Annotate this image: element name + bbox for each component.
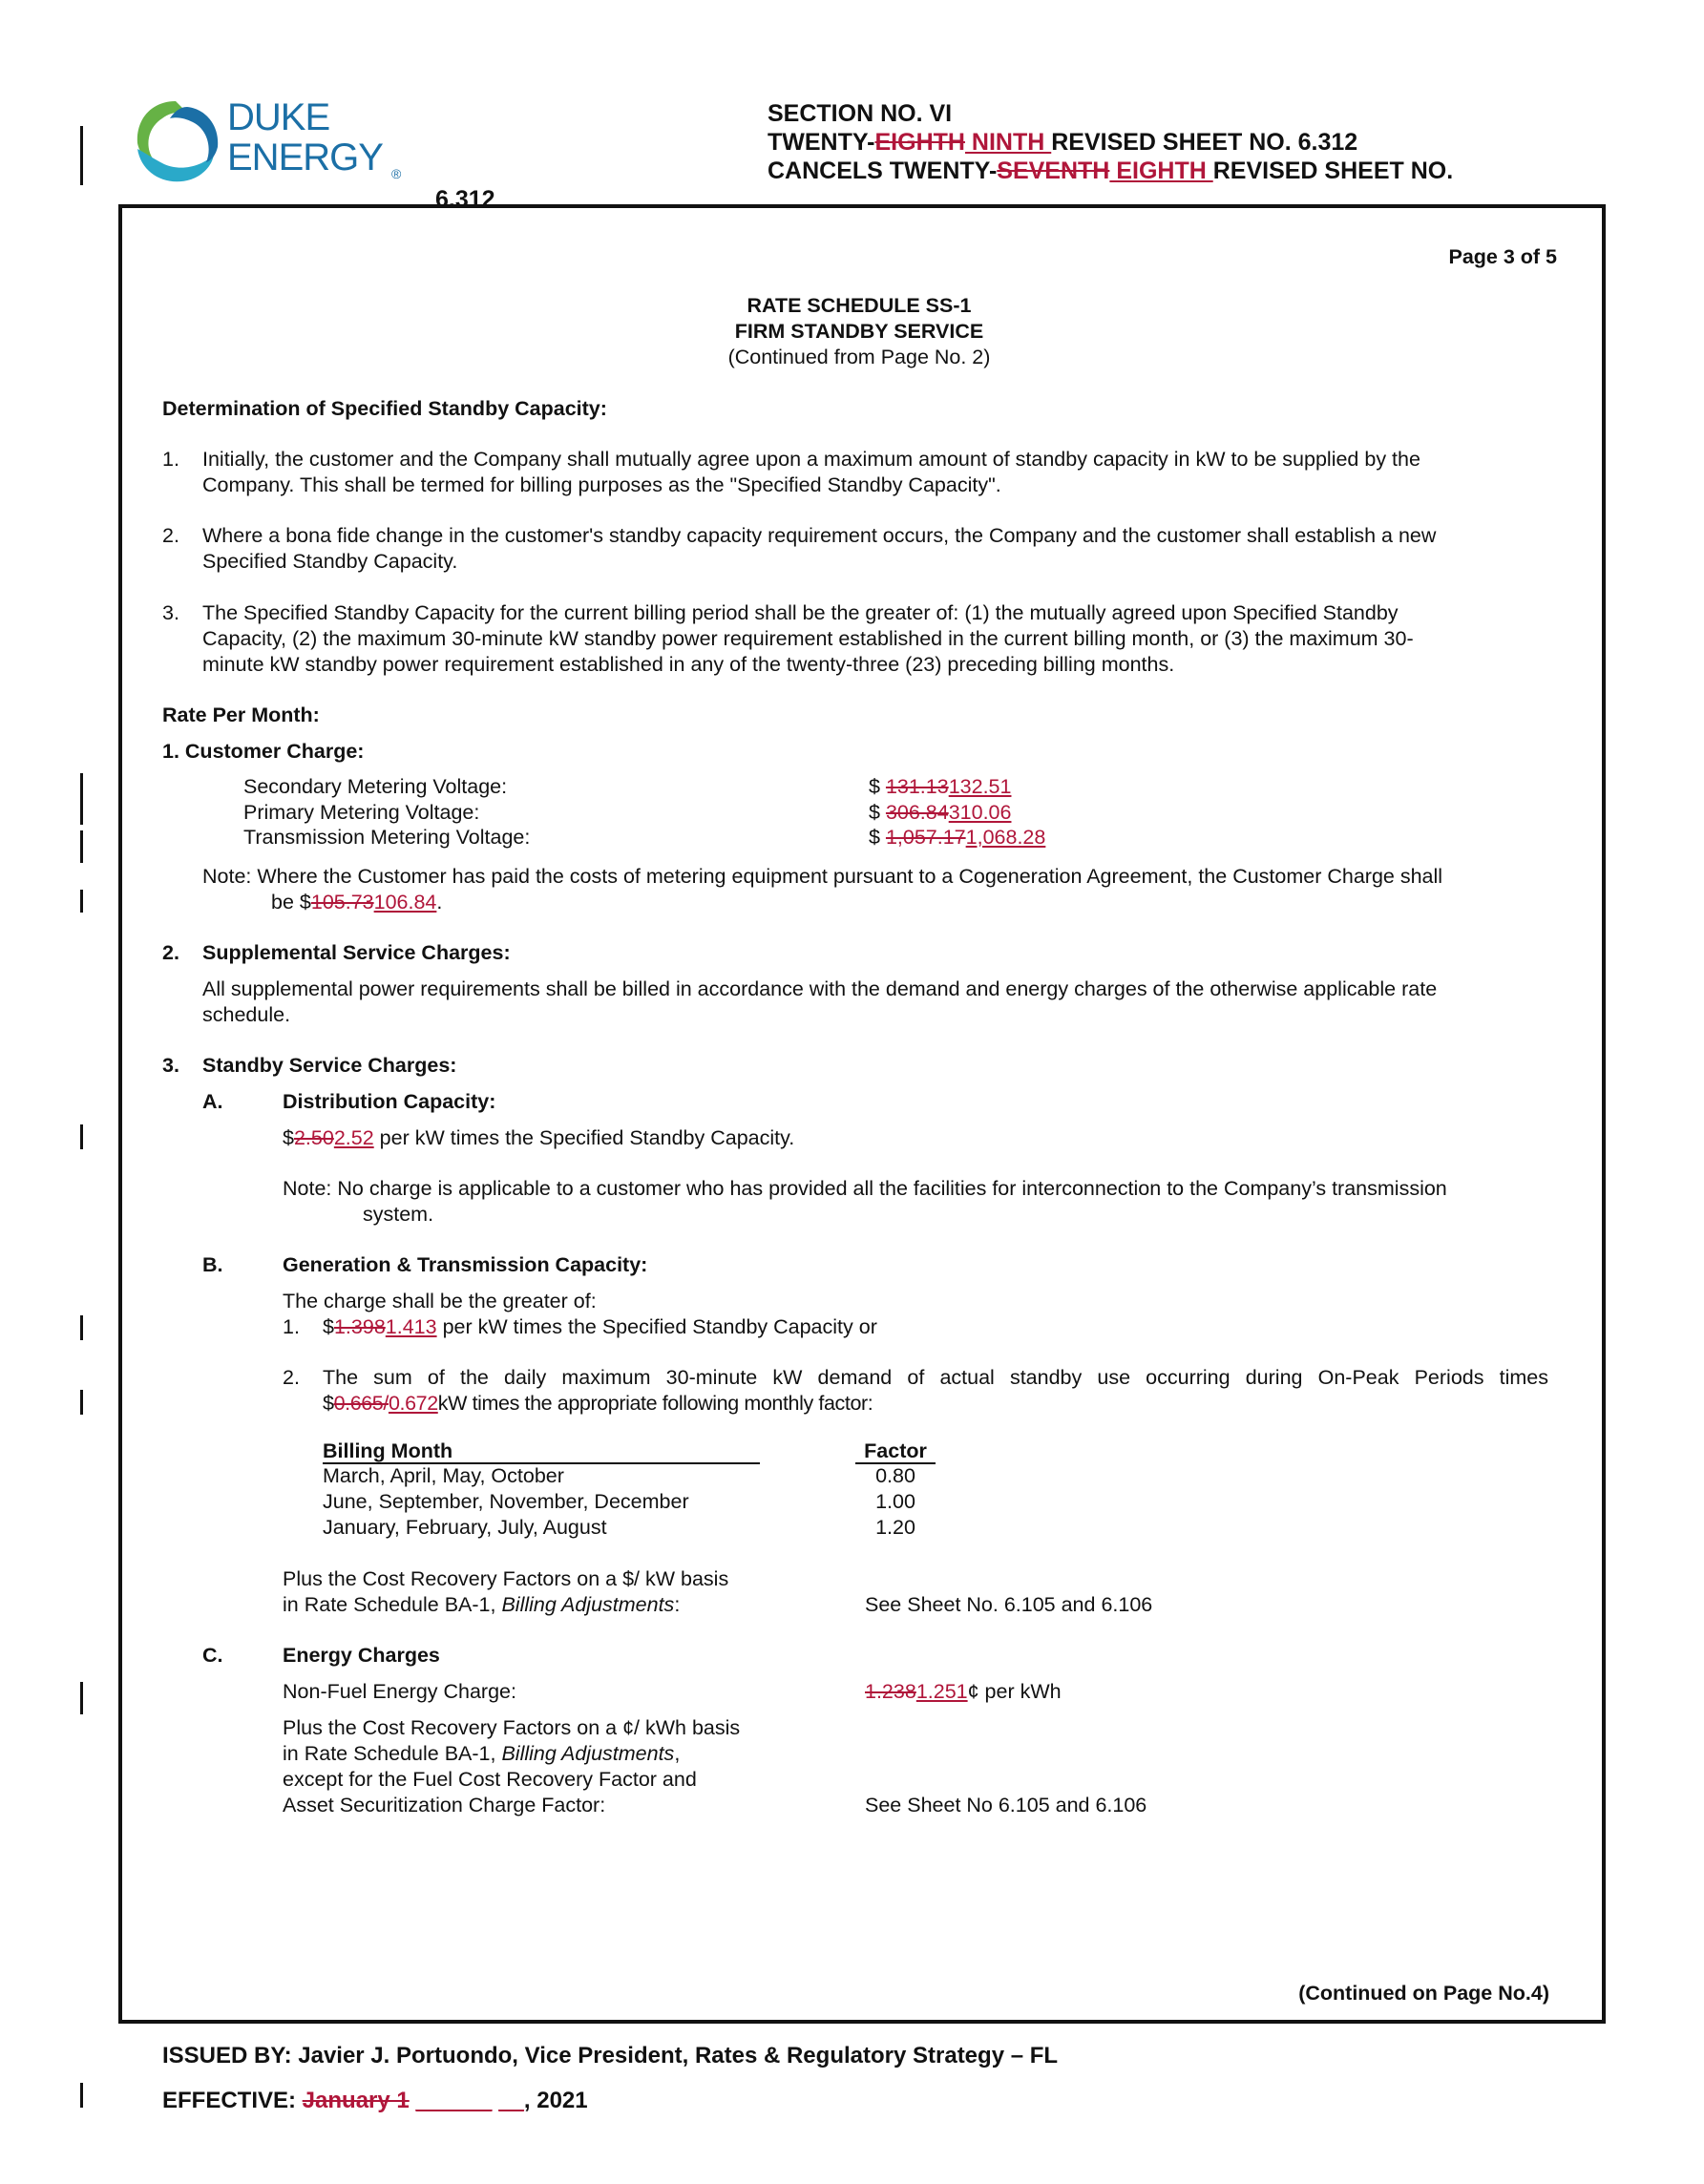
section-b-plus-line2 — [283, 1592, 680, 1618]
table-row-month: March, April, May, October — [323, 1464, 564, 1487]
new-value: 2.52 — [333, 1126, 374, 1149]
italic-text: Billing Adjustments — [501, 1742, 675, 1765]
determination-item-number: 2. — [162, 524, 179, 547]
effective-label: EFFECTIVE: — [162, 2088, 303, 2113]
section-b-item1 — [323, 1314, 877, 1340]
table-header-billing-month: Billing Month — [323, 1439, 760, 1464]
section-a-note: Note: No charge is applicable to a customer who has provided all the facilities for interconnection to the Company’s transmission — [283, 1177, 1447, 1200]
cancels-sheet-wrap: 6.312 — [435, 186, 495, 213]
new-value: 132.51 — [948, 775, 1012, 798]
distribution-charge — [283, 1125, 794, 1151]
supplemental-heading: Supplemental Service Charges: — [202, 941, 511, 964]
change-bar — [80, 1390, 83, 1415]
currency: $ — [869, 801, 886, 824]
section-number: SECTION NO. VI — [768, 100, 953, 127]
charge-value — [869, 774, 1011, 800]
nonfuel-value — [865, 1679, 1062, 1705]
section-b-plus: Plus the Cost Recovery Factors on a $/ kW basis — [283, 1567, 729, 1590]
section-b-heading: Generation & Transmission Capacity: — [283, 1253, 648, 1276]
charge-value — [869, 825, 1045, 850]
text: per kW times the Specified Standby Capacity. — [373, 1126, 795, 1149]
section-b-plus-value: See Sheet No. 6.105 and 6.106 — [865, 1593, 1153, 1616]
charge-label: Transmission Metering Voltage: — [243, 826, 531, 849]
text: , — [674, 1742, 681, 1765]
logo-text-energy: ENERGY — [227, 136, 383, 178]
schedule-title: RATE SCHEDULE SS-1 — [747, 294, 972, 317]
section-a-heading: Distribution Capacity: — [283, 1090, 496, 1113]
customer-charge-note: Note: Where the Customer has paid the costs of metering equipment pursuant to a Cogeneration Agreement, the Customer Charge shall — [202, 865, 1443, 888]
table-row-factor: 1.20 — [875, 1516, 915, 1539]
standby-heading: Standby Service Charges: — [202, 1054, 457, 1077]
old-value: 105.73 — [310, 891, 374, 914]
section-b-letter: B. — [202, 1253, 223, 1276]
table-row-month: January, February, July, August — [323, 1516, 607, 1539]
logo-swirl-icon — [132, 95, 223, 189]
duke-energy-logo — [132, 94, 418, 189]
customer-charge-note-line2 — [271, 890, 442, 915]
supplemental-text: All supplemental power requirements shall be billed in accordance with the demand and energy charges of the otherwise applicable rate — [202, 977, 1438, 1000]
change-bar — [80, 773, 83, 825]
change-bar — [80, 890, 83, 913]
rate-heading: Rate Per Month: — [162, 704, 320, 726]
charge-value — [869, 800, 1011, 826]
new-value: 0.672 — [388, 1392, 438, 1415]
issued-by: ISSUED BY: Javier J. Portuondo, Vice President, Rates & Regulatory Strategy – FL — [162, 2043, 1059, 2068]
schedule-subtitle: FIRM STANDBY SERVICE — [734, 320, 984, 343]
text: . — [436, 891, 443, 914]
text: ¢ per kWh — [967, 1680, 1062, 1703]
text: in Rate Schedule BA-1, — [283, 1742, 502, 1765]
old-value: 1.398 — [333, 1315, 386, 1338]
cancels-sheet-line — [768, 157, 1453, 185]
text: per kW times the Specified Standby Capacity or — [436, 1315, 877, 1338]
new-value: 1.251 — [915, 1680, 968, 1703]
standby-number: 3. — [162, 1054, 179, 1077]
section-b-item2-line2 — [323, 1391, 873, 1417]
page-number: Page 3 of 5 — [1448, 245, 1557, 268]
determination-item-text: Initially, the customer and the Company shall mutually agree upon a maximum amount of standby capacity in kW to be supplied by the — [202, 448, 1420, 471]
section-c-plus-line4: Asset Securitization Charge Factor: — [283, 1794, 606, 1816]
determination-item-number: 3. — [162, 601, 179, 624]
deleted-text: SEVENTH — [997, 158, 1110, 184]
old-value: January 1 — [302, 2088, 410, 2113]
inserted-text: NINTH — [964, 129, 1052, 156]
text: $ — [323, 1392, 334, 1415]
text: $ — [283, 1126, 294, 1149]
continued-on: (Continued on Page No.4) — [1298, 1982, 1549, 2005]
deleted-text: EIGHTH — [874, 129, 965, 156]
section-c-plus: Plus the Cost Recovery Factors on a ¢/ kWh basis — [283, 1716, 741, 1739]
text: , 2021 — [523, 2088, 588, 2113]
currency: $ — [869, 826, 886, 849]
continued-from: (Continued from Page No. 2) — [727, 346, 991, 368]
section-b-item2-number: 2. — [283, 1366, 300, 1389]
section-c-heading: Energy Charges — [283, 1644, 440, 1667]
supplemental-text: schedule. — [202, 1003, 291, 1026]
new-value: 1.413 — [385, 1315, 437, 1338]
determination-item-text: Specified Standby Capacity. — [202, 550, 458, 573]
nonfuel-label: Non-Fuel Energy Charge: — [283, 1680, 516, 1703]
determination-heading: Determination of Specified Standby Capacity: — [162, 397, 607, 420]
text: : — [674, 1593, 681, 1616]
blank-field: ______ — [415, 2088, 493, 2113]
section-b-intro: The charge shall be the greater of: — [283, 1290, 597, 1312]
change-bar — [80, 1124, 83, 1149]
currency: $ — [869, 775, 886, 798]
change-bar — [80, 830, 83, 863]
change-bar — [80, 1315, 83, 1340]
text: kW times the appropriate following monthly factor: — [437, 1392, 873, 1415]
section-b-item2-text: The sum of the daily maximum 30-minute kW demand of actual standby use occurring during On-Peak Periods times — [323, 1366, 1548, 1389]
change-bar — [80, 1682, 83, 1714]
change-bar — [80, 126, 83, 185]
text: TWENTY- — [768, 129, 875, 156]
new-value: 310.06 — [948, 801, 1012, 824]
table-row-factor: 0.80 — [875, 1464, 915, 1487]
charge-label: Secondary Metering Voltage: — [243, 775, 508, 798]
text: $ — [323, 1315, 334, 1338]
table-header-factor: Factor — [855, 1439, 936, 1464]
new-value: 106.84 — [373, 891, 437, 914]
determination-item-text: minute kW standby power requirement established in any of the twenty-three (23) preceding billing months. — [202, 653, 1175, 676]
text: CANCELS TWENTY- — [768, 158, 998, 184]
section-a-note-line2: system. — [363, 1203, 434, 1226]
section-c-plus-line3: except for the Fuel Cost Recovery Factor and — [283, 1768, 697, 1791]
old-value: 131.13 — [885, 775, 949, 798]
italic-text: Billing Adjustments — [501, 1593, 675, 1616]
revised-sheet-line — [768, 128, 1357, 157]
table-row-factor: 1.00 — [875, 1490, 915, 1513]
customer-charge-heading: 1. Customer Charge: — [162, 740, 365, 763]
logo-registered-mark: ® — [391, 166, 402, 181]
text: be $ — [271, 891, 311, 914]
table-row-month: June, September, November, December — [323, 1490, 689, 1513]
blank-field: __ — [498, 2088, 524, 2113]
charge-label: Primary Metering Voltage: — [243, 801, 480, 824]
old-value: 1.238 — [865, 1680, 916, 1703]
determination-item-text: Capacity, (2) the maximum 30-minute kW standby power requirement established in the current billing month, or (3) the maximum 30- — [202, 627, 1414, 650]
inserted-text: EIGHTH — [1109, 158, 1213, 184]
old-value: 306.84 — [885, 801, 949, 824]
text: REVISED SHEET NO. 6.312 — [1051, 129, 1358, 156]
text: REVISED SHEET NO. — [1212, 158, 1454, 184]
text: in Rate Schedule BA-1, — [283, 1593, 502, 1616]
determination-item-text: Where a bona fide change in the customer's standby capacity requirement occurs, the Company and the customer shall establish a new — [202, 524, 1437, 547]
determination-item-text: The Specified Standby Capacity for the current billing period shall be the greater of: (1) the mutually agreed upon Specified Standby — [202, 601, 1399, 624]
section-a-letter: A. — [202, 1090, 223, 1113]
change-bar — [80, 2083, 83, 2108]
section-c-letter: C. — [202, 1644, 223, 1667]
logo-text-duke: DUKE — [227, 96, 330, 138]
determination-item-number: 1. — [162, 448, 179, 471]
section-c-plus-value: See Sheet No 6.105 and 6.106 — [865, 1794, 1147, 1816]
old-value: 0.665/ — [333, 1392, 389, 1415]
new-value: 1,068.28 — [965, 826, 1046, 849]
determination-item-text: Company. This shall be termed for billing purposes as the "Specified Standby Capacity". — [202, 473, 1001, 496]
effective-date — [162, 2087, 588, 2115]
old-value: 1,057.17 — [885, 826, 966, 849]
section-c-plus-line2 — [283, 1741, 680, 1767]
old-value: 2.50 — [293, 1126, 334, 1149]
section-b-item1-number: 1. — [283, 1315, 300, 1338]
supplemental-number: 2. — [162, 941, 179, 964]
